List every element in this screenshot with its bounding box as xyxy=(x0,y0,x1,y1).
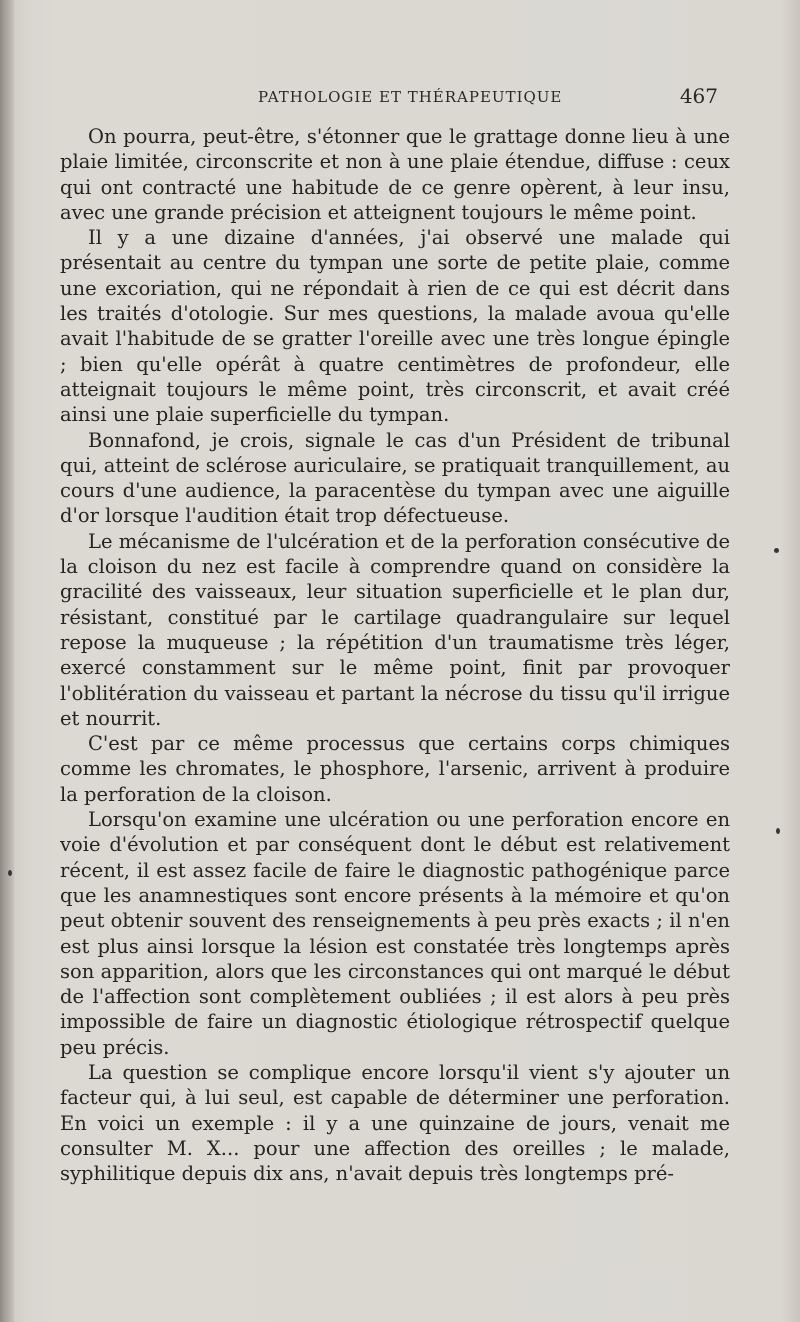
paragraph: Lorsqu'on examine une ulcération ou une perforation encore en voie d'évolution et par conséquent dont le début est relativement récent, il est assez facile de faire le diagnostic pathogénique parce que les anamnestiques sont encore présents à la mémoire et qu'on peut obtenir souvent des renseignements à peu près exacts ; il n'en est plus ainsi lorsque la lésion est constatée très longtemps après son apparition, alors que les circonstances qui ont marqué le début de l'affection sont complètement oubliées ; il est alors à peu près impossible de faire un diagnostic étiologique rétrospectif quelque peu précis. xyxy=(60,808,730,1059)
page-number: 467 xyxy=(679,84,718,108)
body-text xyxy=(60,124,730,1186)
paragraph: Il y a une dizaine d'années, j'ai observé une malade qui présentait au centre du tympan une sorte de petite plaie, comme une excoriation, qui ne répondait à rien de ce qui est décrit dans les traités d'otologie. Sur mes questions, la malade avoua qu'elle avait l'habitude de se gratter l'oreille avec une très longue épingle ; bien qu'elle opérât à quatre centimètres de profondeur, elle atteignait toujours le même point, très circonscrit, et avait créé ainsi une plaie superficielle du tympan. xyxy=(60,226,730,427)
ink-speck xyxy=(776,828,780,834)
running-title: PATHOLOGIE ET THÉRAPEUTIQUE xyxy=(258,88,563,106)
page-header xyxy=(60,84,730,114)
book-spine-shadow xyxy=(0,0,14,1322)
ink-speck xyxy=(8,870,12,876)
paragraph: Bonnafond, je crois, signale le cas d'un Président de tribunal qui, atteint de sclérose auriculaire, se pratiquait tranquillement, au cours d'une audience, la paracentèse du tympan avec une aiguille d'or lorsque l'audition était trop défectueuse. xyxy=(60,428,730,528)
paragraph: On pourra, peut-être, s'étonner que le grattage donne lieu à une plaie limitée, circonscrite et non à une plaie étendue, diffuse : ceux qui ont contracté une habitude de ce genre opèrent, à leur insu, avec une grande précision et atteignent toujours le même point. xyxy=(60,125,730,224)
paragraph: La question se complique encore lorsqu'il vient s'y ajouter un facteur qui, à lui seul, est capable de déterminer une perforation. En voici un exemple : il y a une quinzaine de jours, venait me consulter M. X... pour une affection des oreilles ; le malade, syphilitique depuis dix ans, n'avait depuis très longtemps pré- xyxy=(60,1060,730,1186)
paragraph: Le mécanisme de l'ulcération et de la perforation consécutive de la cloison du nez est facile à comprendre quand on considère la gracilité des vaisseaux, leur situation superficielle et le plan dur, résistant, constitué par le cartilage quadrangulaire sur lequel repose la muqueuse ; la répétition d'un traumatisme très léger, exercé constamment sur le même point, finit par provoquer l'oblitération du vaisseau et partant la nécrose du tissu qu'il irrigue et nourrit. xyxy=(60,529,730,730)
ink-speck xyxy=(774,548,779,553)
paragraph: C'est par ce même processus que certains corps chimiques comme les chromates, le phosphore, l'arsenic, arrivent à produire la perforation de la cloison. xyxy=(60,732,730,806)
